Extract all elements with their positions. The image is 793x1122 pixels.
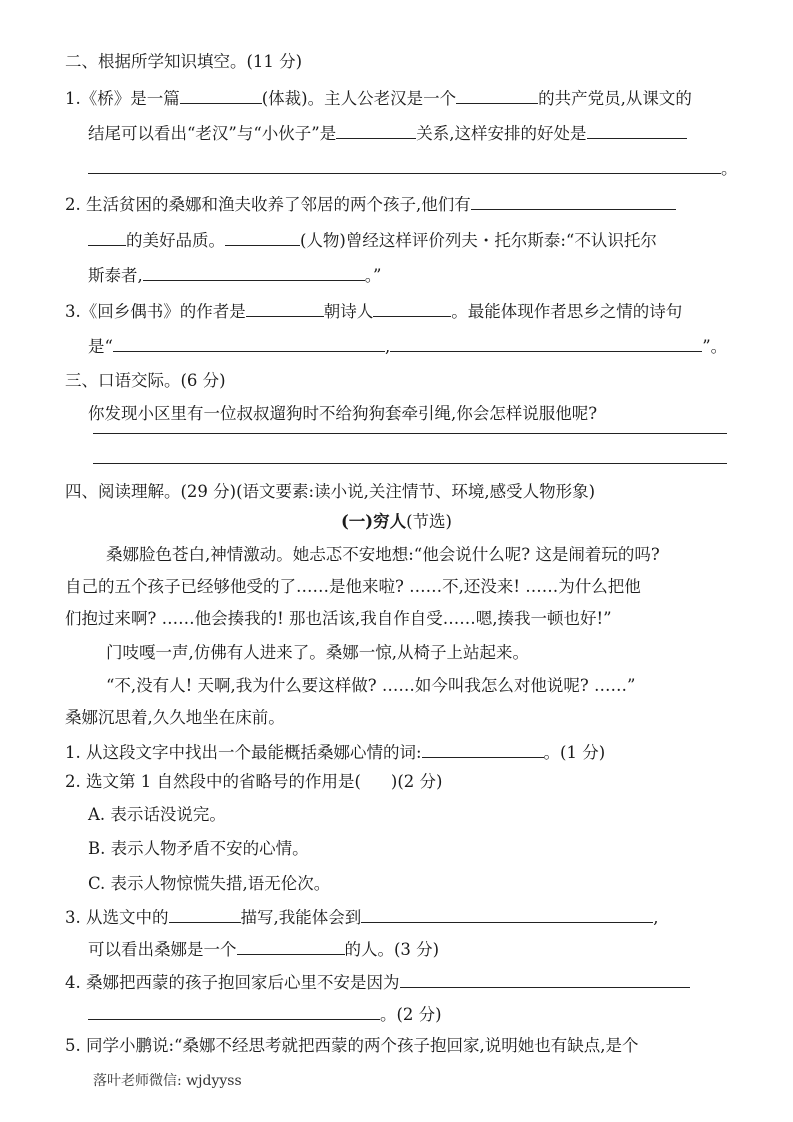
s4-q3-line2: 可以看出桑娜是一个 的人。(3 分): [88, 940, 440, 959]
blank[interactable]: [88, 1003, 380, 1020]
blank[interactable]: [456, 87, 538, 104]
passage-line: “不,没有人! 天啊,我为什么要这样做? ……如今叫我怎么对他说呢? ……”: [106, 676, 636, 695]
blank[interactable]: [143, 264, 365, 281]
section-4-title: 四、阅读理解。(29 分)(语文要素:读小说,关注情节、环境,感受人物形象): [65, 482, 596, 501]
s4-q3-line1: 3. 从选文中的 描写,我能体会到 ,: [65, 908, 659, 927]
blank[interactable]: [237, 938, 345, 955]
blank[interactable]: [471, 193, 676, 210]
s3-prompt: 你发现小区里有一位叔叔遛狗时不给狗狗套牵引绳,你会怎样说服他呢?: [88, 404, 598, 423]
passage-line: 桑娜沉思着,久久地坐在床前。: [65, 708, 285, 727]
option-a[interactable]: A. 表示话没说完。: [88, 805, 226, 824]
blank[interactable]: [180, 87, 262, 104]
passage-line: 们抱过来啊? ……他会揍我的! 那也活该,我自作自受……嗯,揍我一顿也好!”: [65, 609, 612, 628]
s2-q1-line3: 。: [88, 157, 738, 179]
answer-line[interactable]: [93, 433, 727, 434]
blank[interactable]: [88, 157, 721, 174]
option-c[interactable]: C. 表示人物惊慌失措,语无伦次。: [88, 874, 331, 893]
blank[interactable]: [225, 229, 300, 246]
section-2-title: 二、根据所学知识填空。(11 分): [65, 52, 303, 71]
passage-title: (一)穷人(节选): [341, 512, 452, 531]
s2-q1-line2: 结尾可以看出“老汉”与“小伙子”是 关系,这样安排的好处是: [88, 122, 687, 144]
s4-q4-line1: 4. 桑娜把西蒙的孩子抱回家后心里不安是因为: [65, 971, 690, 993]
answer-line[interactable]: [93, 463, 727, 464]
blank[interactable]: [400, 971, 690, 988]
s2-q1-line1: 1.《桥》是一篇 (体裁)。主人公老汉是一个 的共产党员,从课文的: [65, 89, 692, 108]
s2-q2-line2: 的美好品质。 (人物)曾经这样评价列夫・托尔斯泰:“不认识托尔: [88, 229, 657, 251]
blank[interactable]: [361, 906, 653, 923]
footer-watermark: 落叶老师微信: wjdyyss: [93, 1073, 242, 1089]
blank[interactable]: [113, 335, 385, 352]
blank[interactable]: [88, 229, 126, 246]
s2-q2-line3: 斯泰者, 。”: [88, 266, 382, 285]
blank[interactable]: [422, 741, 544, 758]
blank[interactable]: [169, 906, 241, 923]
blank[interactable]: [390, 335, 702, 352]
s4-q1: 1. 从这段文字中找出一个最能概括桑娜心情的词: 。(1 分): [65, 743, 606, 762]
passage-line: 自己的五个孩子已经够他受的了……是他来啦? ……不,还没来! ……为什么把他: [65, 577, 641, 596]
s2-q3-line1: 3.《回乡偶书》的作者是 朝诗人 。最能体现作者思乡之情的诗句: [65, 302, 683, 321]
s2-q2-line1: 2. 生活贫困的桑娜和渔夫收养了邻居的两个孩子,他们有: [65, 193, 676, 215]
option-b[interactable]: B. 表示人物矛盾不安的心情。: [88, 839, 309, 858]
blank[interactable]: [587, 122, 687, 139]
s4-q2: 2. 选文第 1 自然段中的省略号的作用是( )(2 分): [65, 772, 443, 791]
passage-line: 桑娜脸色苍白,神情激动。她忐忑不安地想:“他会说什么呢? 这是闹着玩的吗?: [106, 545, 660, 564]
blank[interactable]: [373, 300, 451, 317]
section-3-title: 三、口语交际。(6 分): [65, 371, 226, 390]
s4-q4-line2: 。(2 分): [88, 1003, 442, 1025]
s2-q3-line2: 是“ , ”。: [88, 337, 728, 356]
blank[interactable]: [246, 300, 324, 317]
s4-q5: 5. 同学小鹏说:“桑娜不经思考就把西蒙的两个孩子抱回家,说明她也有缺点,是个: [65, 1036, 639, 1055]
passage-line: 门吱嘎一声,仿佛有人进来了。桑娜一惊,从椅子上站起来。: [106, 643, 529, 662]
blank[interactable]: [336, 122, 416, 139]
